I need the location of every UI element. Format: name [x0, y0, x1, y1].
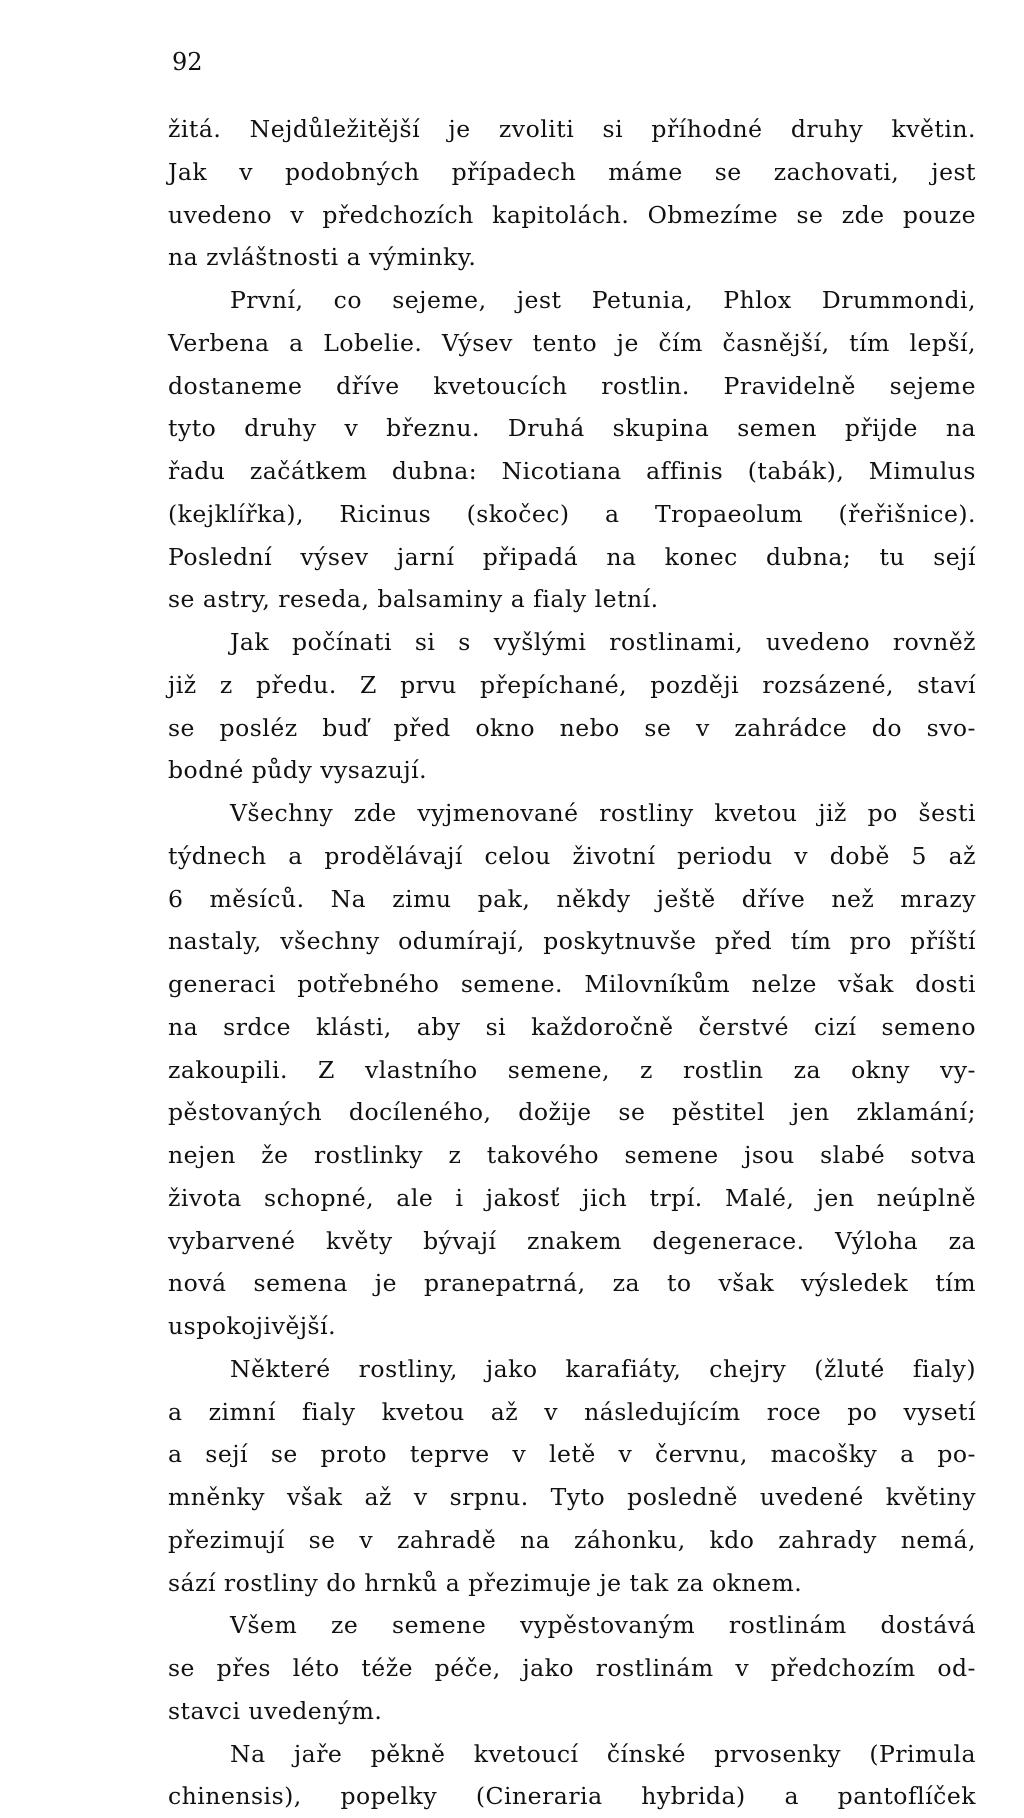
text-line: na srdce klásti, aby si každoročně čerstvé cizí semeno [168, 1012, 976, 1041]
text-line: bodné půdy vysazují. [168, 756, 428, 785]
text-line: a sejí se proto teprve v letě v červnu, macošky a po- [168, 1440, 976, 1469]
page-number: 92 [172, 48, 203, 76]
text-line: se astry, reseda, balsaminy a fialy letní. [168, 585, 659, 614]
text-line: řadu začátkem dubna: Nicotiana affinis (tabák), Mimulus [168, 457, 976, 485]
text-line: tyto druhy v březnu. Druhá skupina semen přijde na [168, 414, 976, 443]
text-line: vybarvené květy bývají znakem degenerace. Výloha za [168, 1226, 976, 1255]
text-line: uspokojivější. [168, 1312, 337, 1340]
text-line: uvedeno v předchozích kapitolách. Obmezíme se zde pouze [168, 200, 976, 229]
text-line: 6 měsíců. Na zimu pak, někdy ještě dříve než mrazy [168, 884, 976, 913]
text-line: Některé rostliny, jako karafiáty, chejry (žluté fialy) [230, 1354, 976, 1383]
text-line: zakoupili. Z vlastního semene, z rostlin za okny vy- [168, 1055, 976, 1084]
body-text [168, 108, 976, 1818]
text-line: chinensis), popelky (Cineraria hybrida) a pantoflíček [168, 1782, 976, 1811]
text-line: se posléz buď před okno nebo se v zahrádce do svo- [168, 713, 976, 742]
text-line: Poslední výsev jarní připadá na konec dubna; tu sejí [168, 542, 976, 571]
text-line: Verbena a Lobelie. Výsev tento je čím časnější, tím lepší, [168, 328, 976, 357]
text-line: (kejklířka), Ricinus (skočec) a Tropaeolum (řeřišnice). [168, 499, 976, 528]
text-line: přezimují se v zahradě na záhonku, kdo zahrady nemá, [168, 1525, 976, 1554]
text-line: stavci uvedeným. [168, 1696, 383, 1725]
text-line: pěstovaných docíleného, dožije se pěstitel jen zklamání; [168, 1098, 976, 1127]
text-line: nová semena je pranepatrná, za to však výsledek tím [168, 1269, 976, 1298]
text-line: se přes léto téže péče, jako rostlinám v předchozím od- [168, 1654, 976, 1682]
text-line: Na jaře pěkně kvetoucí čínské prvosenky (Primula [230, 1739, 976, 1768]
text-line: nastaly, všechny odumírají, poskytnuvše před tím pro příští [168, 927, 976, 956]
text-line: a zimní fialy kvetou až v následujícím roce po vysetí [168, 1397, 976, 1426]
text-line: nejen že rostlinky z takového semene jsou slabé sotva [168, 1141, 976, 1169]
text-line: již z předu. Z prvu přepíchané, později rozsázené, staví [168, 670, 976, 699]
text-line: na zvláštnosti a výminky. [168, 243, 477, 272]
text-line: dostaneme dříve kvetoucích rostlin. Pravidelně sejeme [168, 371, 976, 400]
text-line: týdnech a prodělávají celou životní periodu v době 5 až [168, 841, 976, 870]
text-line: Jak v podobných případech máme se zachovati, jest [168, 157, 976, 186]
text-line: života schopné, ale i jakosť jich trpí. Malé, jen neúplně [168, 1183, 976, 1212]
text-line: žitá. Nejdůležitější je zvoliti si příhodné druhy květin. [168, 115, 976, 143]
text-line: Všechny zde vyjmenované rostliny kvetou již po šesti [230, 799, 976, 827]
text-line: Všem ze semene vypěstovaným rostlinám dostává [230, 1611, 976, 1640]
text-line: První, co sejeme, jest Petunia, Phlox Drummondi, [230, 286, 976, 314]
text-line: mněnky však až v srpnu. Tyto posledně uvedené květiny [168, 1483, 976, 1511]
text-line: generaci potřebného semene. Milovníkům nelze však dosti [168, 970, 976, 998]
text-line: Jak počínati si s vyšlými rostlinami, uvedeno rovněž [230, 628, 976, 656]
text-line: sází rostliny do hrnků a přezimuje je tak za oknem. [168, 1568, 803, 1597]
